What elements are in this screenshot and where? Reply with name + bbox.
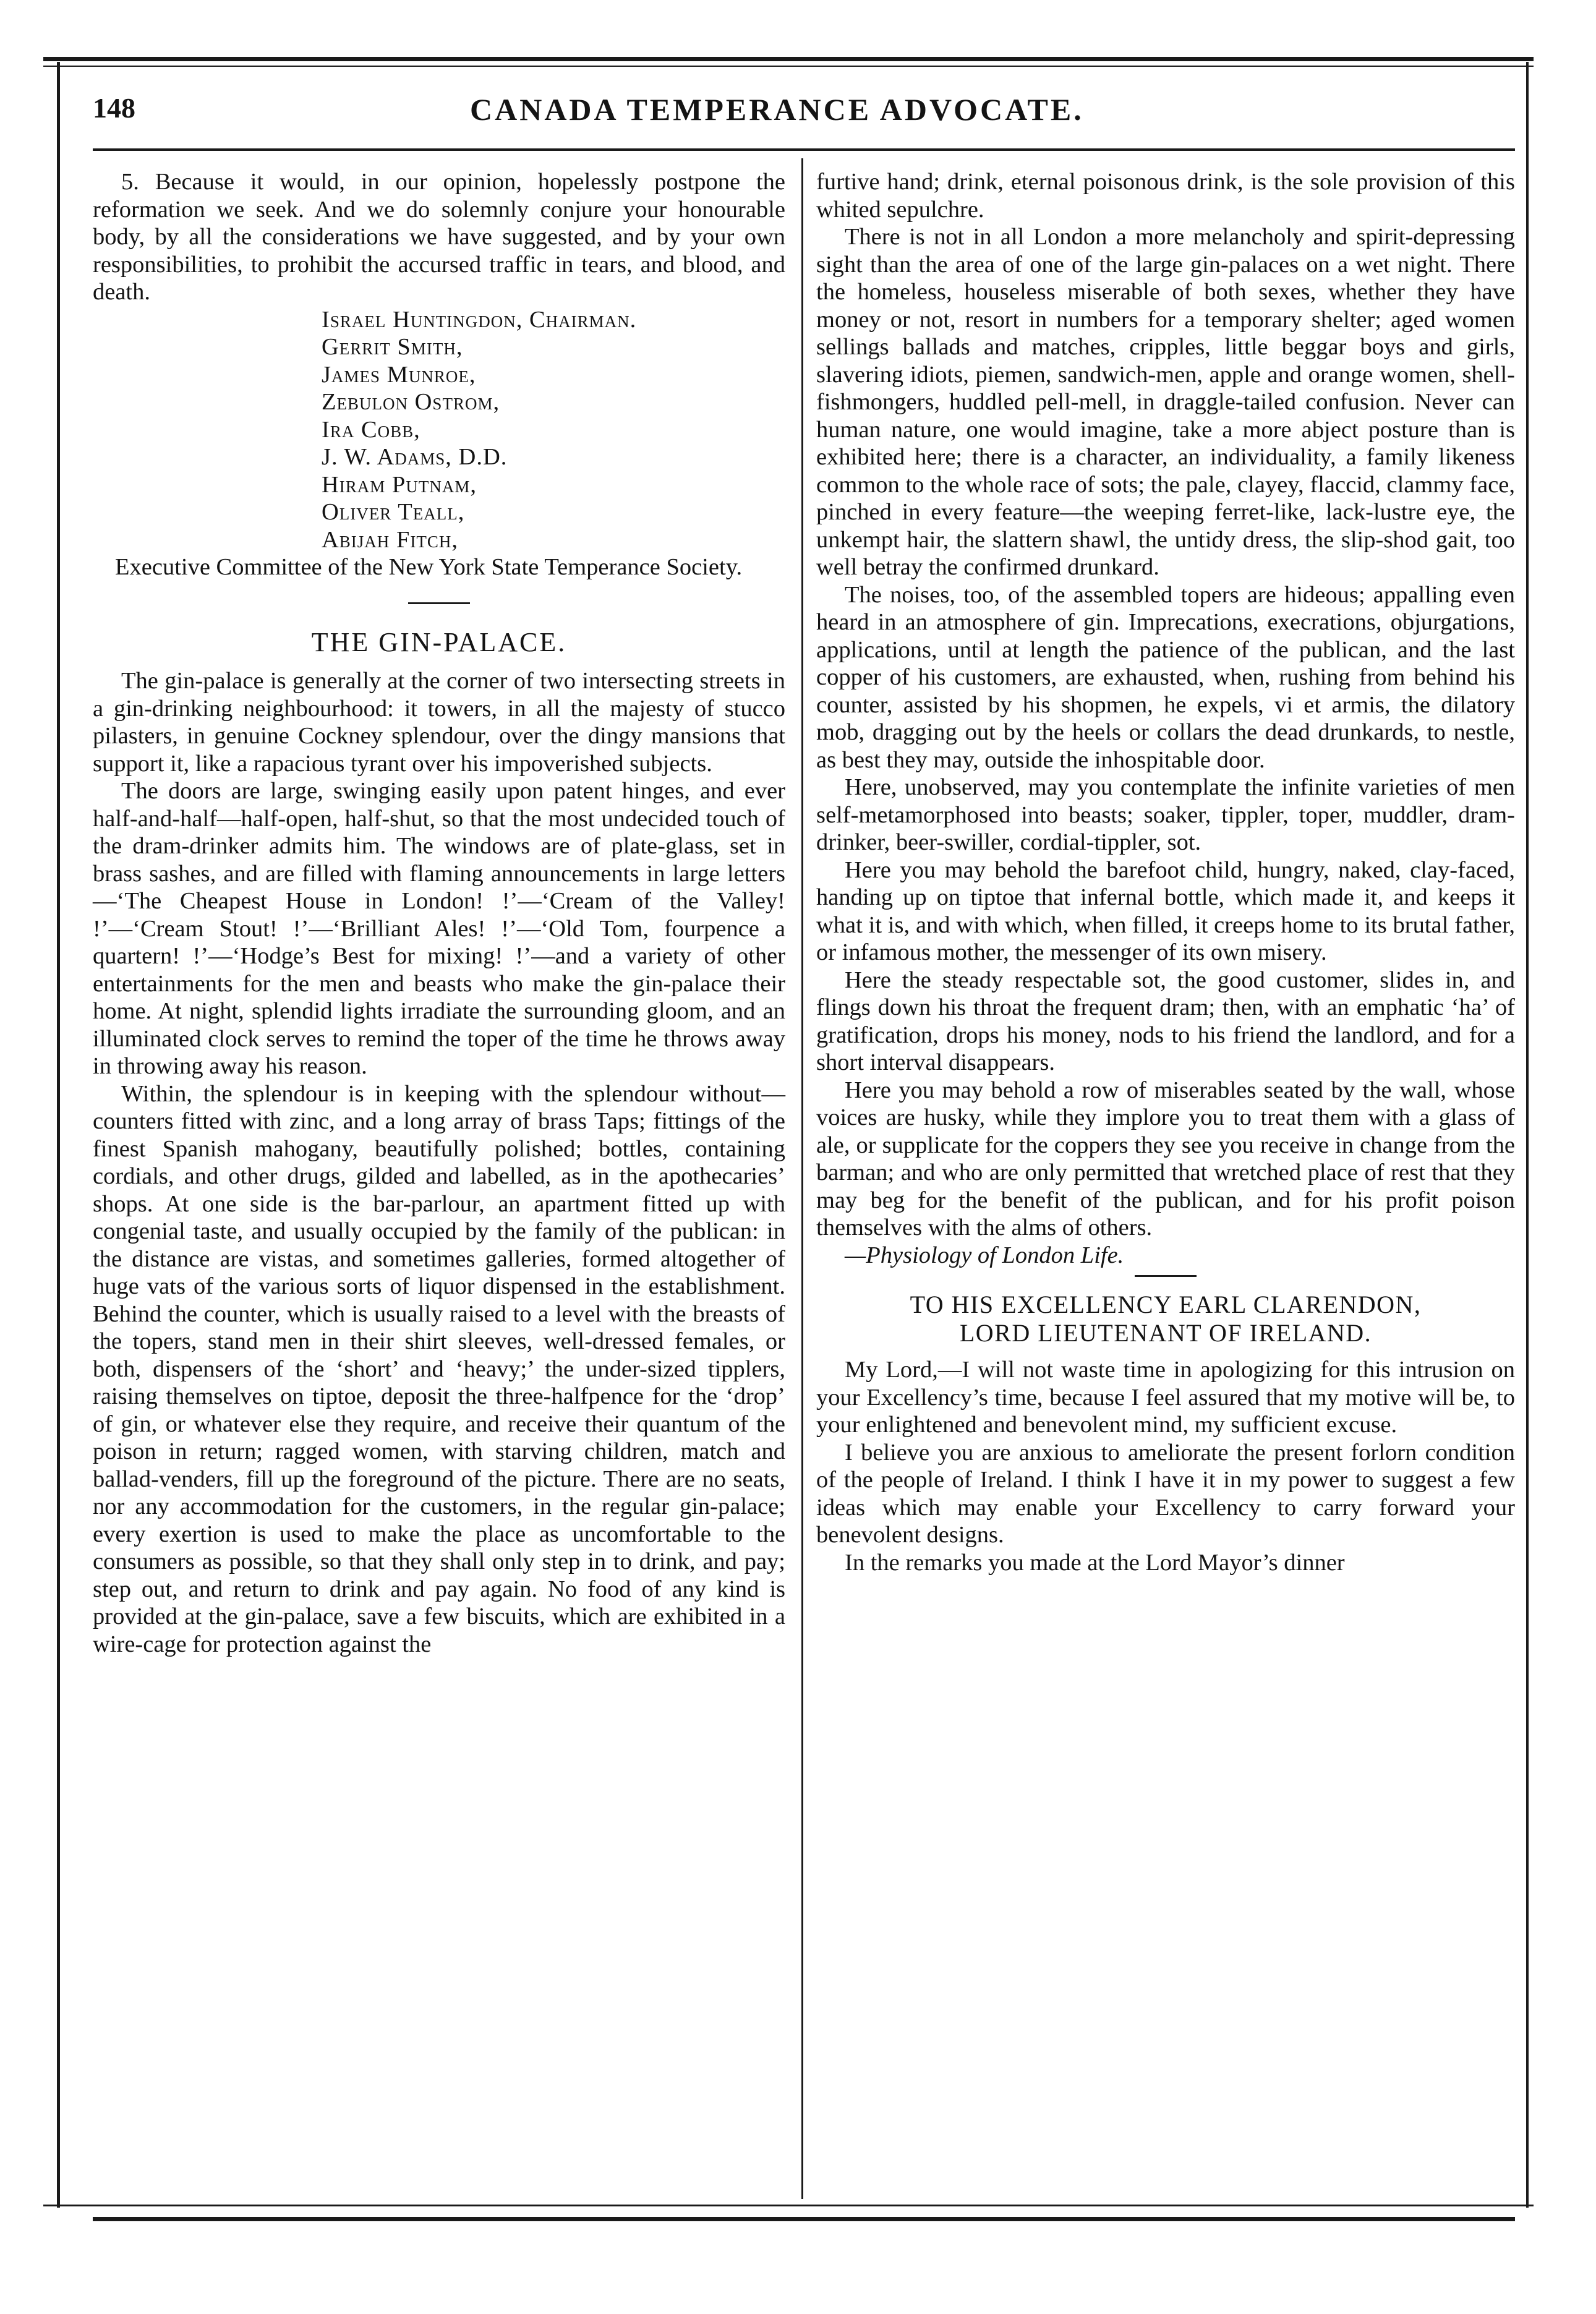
top-border-thin — [43, 66, 1534, 67]
signer: Gerrit Smith, — [322, 334, 463, 360]
letter-heading-line: LORD LIEUTENANT OF IRELAND. — [959, 1319, 1372, 1347]
article-paragraph: Here you may behold the barefoot child, hungry, naked, clay-faced, handing up on tiptoe that infernal bottle, which made it, and keeps it what it is, and with which, when filled, it creeps home to its brutal father, or infamous mother, the messenger of its own misery. — [816, 856, 1515, 965]
signer: James Munroe, — [322, 361, 476, 388]
article-paragraph: furtive hand; drink, eternal poisonous drink, is the sole provision of this whited sepulchre. — [816, 169, 1515, 223]
article-heading: THE GIN-PALACE. — [311, 626, 567, 657]
right-border — [1526, 62, 1529, 2208]
signers-list — [322, 306, 785, 554]
bottom-border-thin — [43, 2205, 1534, 2206]
letter-paragraph: My Lord,—I will not waste time in apologizing for this intrusion on your Excellency’s time, because I feel assured that my motive will be, to your enlightened and benevolent mind, my sufficient excuse. — [816, 1357, 1515, 1438]
article-paragraph: Here, unobserved, may you contemplate the infinite varieties of men self-metamorphosed into beasts; soaker, tippler, toper, muddler, dram-drinker, beer-swiller, cordial-tippler, sot. — [816, 774, 1515, 855]
article-paragraph: The doors are large, swinging easily upon patent hinges, and ever half-and-half—half-open, half-shut, so that the most undecided touch of the dram-drinker admits him. The windows are of plate-glass, set in brass sashes, and are filled with flaming announcements in large letters—‘The Cheapest House in London! !’—‘Cream of the Valley! !’—‘Cream Stout! !’—‘Brilliant Ales! !’—‘Old Tom, fourpence a quartern! !’—‘Hodge’s Best for mixing! !’—and a variety of other entertainments for the men and beasts who make the gin-palace their home. At night, splendid lights irradiate the surrounding gloom, and an illuminated clock serves to remind the toper of the time he throws away in throwing away his reason. — [93, 778, 785, 1079]
article-paragraph: Within, the splendour is in keeping with the splendour without—counters fitted with zinc, and a long array of brass Taps; fittings of the finest Spanish mahogany, beautifully polished; bottles, containing cordials, and other drugs, gilded and labelled, as in the apothecaries’ shops. At one side is the bar-parlour, an apartment fitted up with congenial taste, and usually occupied by the family of the publican: in the distance are vistas, and sometimes galleries, formed altogether of huge vats of the various sorts of liquor dispensed in the establishment. Behind the counter, which is usually raised to a level with the breasts of the topers, stand men in their shirt sleeves, well-dressed females, or both, dispensers of the ‘short’ and ‘heavy;’ the under-sized tipplers, raising themselves on tiptoe, deposit the three-halfpence for the ‘drop’ of gin, or whatever else they require, and receive their quantum of the poison in return; ragged women, with starving children, match and ballad-venders, fill up the foreground of the picture. There are no seats, nor any accommodation for the customers, in the regular gin-palace; every exertion is used to make the place as uncomfortable to the consumers as possible, so that they shall only step in to drink, and pay; step out, and return to drink and pay again. No food of any kind is provided at the gin-palace, save a few biscuits, which are exhibited in a wire-cage for protection against the — [93, 1080, 785, 1657]
signer: Zebulon Ostrom, — [322, 389, 500, 415]
header-rule — [93, 148, 1515, 151]
letter-paragraph: I believe you are anxious to ameliorate the present forlorn condition of the people of Ireland. I think I have it in my power to suggest a few ideas which may enable your Excellency to carry forward your benevolent designs. — [816, 1439, 1515, 1548]
left-border — [57, 62, 60, 2208]
article-paragraph: The noises, too, of the assembled topers are hideous; appalling even heard in an atmosphere of gin. Imprecations, execrations, objurgations, applications, until at length the patience of the publican, and the last copper of his customers, are exhausted, when, rushing from behind his counter, assisted by his shopmen, he expels, vi et armis, the dilatory mob, dragging out by the heels or collars the dead drunkards, to nestle, as best they may, outside the inhospitable door. — [816, 581, 1515, 773]
committee-line: Executive Committee of the New York State Temperance Society. — [115, 554, 743, 580]
signer: Abijah Fitch, — [322, 526, 458, 553]
article-paragraph: There is not in all London a more melancholy and spirit-depressing sight than the area of one of the large gin-palaces on a wet night. There the homeless, houseless miserable of both sexes, whether they have money or not, resort in numbers for a temporary shelter; aged women sellings ballads and matches, cripples, little beggar boys and girls, slavering idiots, piemen, sandwich-men, apple and orange women, shell-fishmongers, huddled pell-mell, in draggle-tailed confusion. Never can human nature, one would imagine, take a more abject posture than is exhibited here; there is a character, an individuality, a family likeness common to the whole race of sots; the pale, clayey, flaccid, clammy face, pinched in every feature—the weeping ferret-like, lack-lustre eye, the unkempt hair, the slattern shawl, the untidy dress, the slip-shod gait, too well betray the confirmed drunkard. — [816, 224, 1515, 580]
article-source: —Physiology of London Life. — [845, 1242, 1124, 1268]
intro-paragraph: 5. Because it would, in our opinion, hopelessly postpone the reformation we seek. And we do solemnly conjure your honourable body, by all the considerations we have suggested, and by your own responsibilities, to prohibit the accursed traffic in tears, and blood, and death. — [93, 169, 785, 305]
bottom-border-thick — [93, 2217, 1515, 2221]
signer: Ira Cobb, — [322, 416, 420, 443]
signer: J. W. Adams, D.D. — [322, 444, 508, 470]
column-separator — [801, 158, 803, 2199]
letter-paragraph: In the remarks you made at the Lord Mayor’s dinner — [845, 1549, 1345, 1576]
section-divider — [1135, 1275, 1197, 1277]
page-number: 148 — [93, 92, 135, 124]
signer: Oliver Teall, — [322, 499, 465, 525]
signer: Hiram Putnam, — [322, 471, 477, 498]
left-column — [93, 168, 785, 1658]
article-paragraph: Here you may behold a row of miserables seated by the wall, whose voices are husky, while they implore you to treat them with a glass of ale, or supplicate for the coppers they see you receive in change from the barman; and who are only permitted that wretched place of rest that they may beg for the benefit of the publican, and for his profit poison themselves with the alms of others. — [816, 1077, 1515, 1240]
letter-heading-line: TO HIS EXCELLENCY EARL CLARENDON, — [910, 1291, 1422, 1318]
signer: Israel Huntingdon, Chairman. — [322, 306, 637, 333]
article-paragraph: The gin-palace is generally at the corner of two intersecting streets in a gin-drinking neighbourhood: it towers, in all the majesty of stucco pilasters, in genuine Cockney splendour, over the dingy mansions that support it, like a rapacious tyrant over his impoverished subjects. — [93, 668, 785, 777]
section-divider — [408, 602, 470, 604]
publication-title: CANADA TEMPERANCE ADVOCATE. — [470, 92, 1084, 127]
right-column — [816, 168, 1515, 1576]
top-border-thick — [43, 57, 1534, 61]
article-paragraph: Here the steady respectable sot, the good customer, slides in, and flings down his throat the frequent dram; then, with an emphatic ‘ha’ of gratification, drops his money, nods to his friend the landlord, and for a short interval disappears. — [816, 967, 1515, 1075]
letter-heading — [816, 1291, 1515, 1347]
